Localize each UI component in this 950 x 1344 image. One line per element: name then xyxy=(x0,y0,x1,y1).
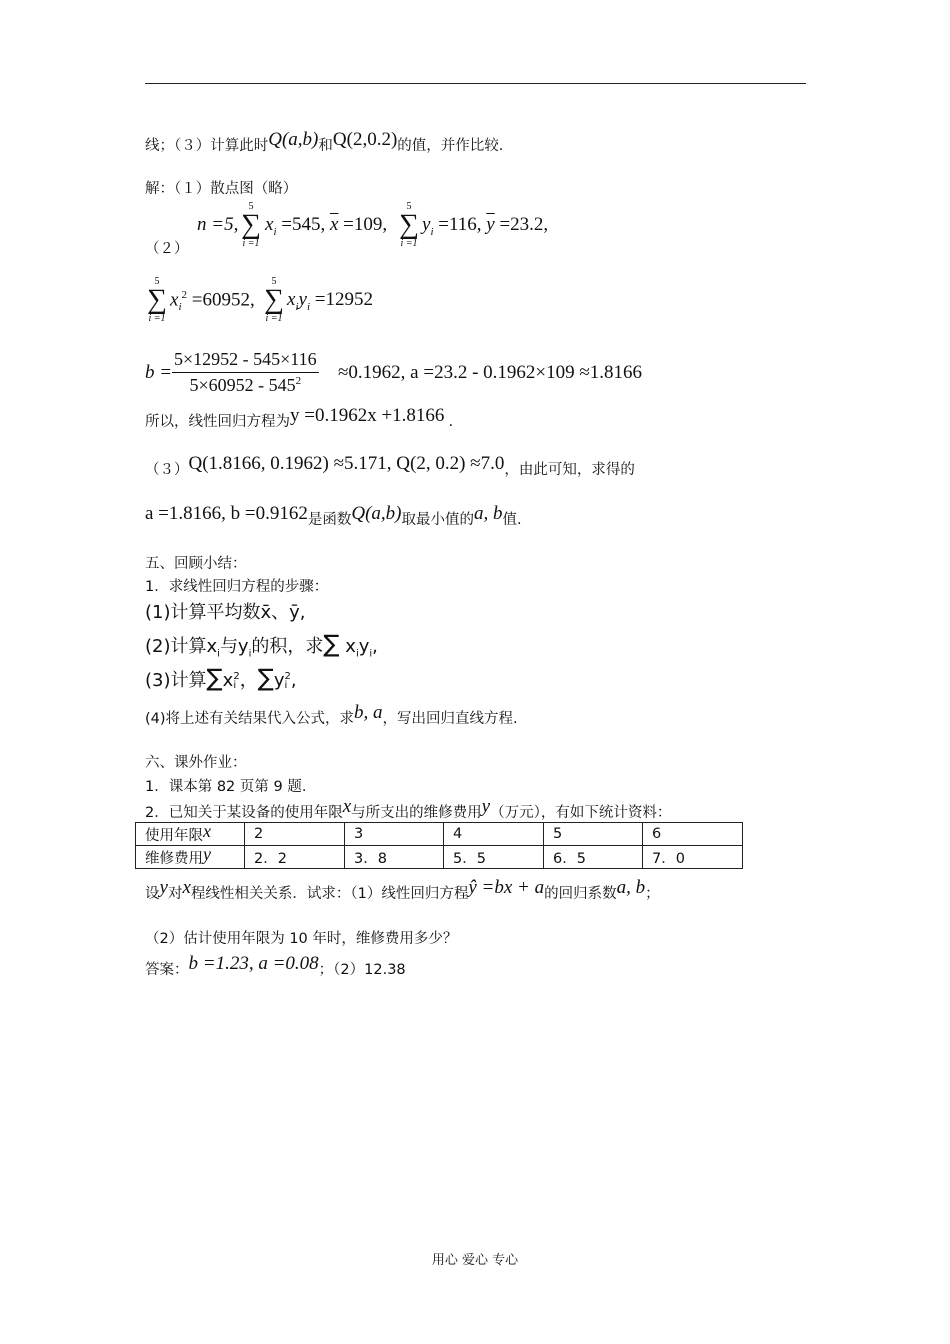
x2-sup: 2 xyxy=(181,289,187,301)
after-y: y xyxy=(159,877,168,898)
part3b-q: Q(a,b) xyxy=(351,503,402,524)
regress-dot: . xyxy=(448,414,454,430)
b-label: b = xyxy=(145,362,173,383)
after-a5: ； xyxy=(645,886,660,902)
question2: （2）估计使用年限为 10 年时，维修费用多少？ xyxy=(145,931,458,947)
s2-d: x xyxy=(345,636,356,657)
x2-sub: i xyxy=(178,301,182,314)
s3-c: ， xyxy=(239,670,258,691)
sum-upper: 5 xyxy=(271,276,277,287)
s2-sub1: i xyxy=(217,648,220,660)
sum-sign-y: 5 ∑ i =1 xyxy=(396,201,422,249)
x2-symbol: x xyxy=(170,289,179,311)
part3b-t2: 取最小值的 xyxy=(401,512,475,528)
xi-symbol: x xyxy=(265,214,274,235)
b-fraction xyxy=(172,349,319,396)
b-denominator: 5×60952 - 545 xyxy=(189,375,296,395)
table-cell: 2 xyxy=(245,823,345,846)
sum-sign-xy: 5 ∑ i =1 xyxy=(261,276,287,324)
s3-sup2: 2 xyxy=(284,671,291,682)
after-a4: 的回归系数 xyxy=(544,886,617,902)
sum-upper: 5 xyxy=(154,276,160,287)
sum-y-value: =116, xyxy=(438,214,482,235)
after-a1: 设 xyxy=(145,886,160,902)
s4-b: b, a xyxy=(354,702,383,723)
table-cell xyxy=(136,843,245,869)
cell-text: 使用年限 xyxy=(145,827,203,844)
b-numerator: 5×12952 - 545×116 xyxy=(172,349,319,373)
table-cell: 3 xyxy=(345,823,444,846)
sum-lower: i =1 xyxy=(400,238,418,249)
sum-x-value: =545, xyxy=(281,214,326,235)
part3b-equation: a =1.8166, b =0.9162 xyxy=(145,503,308,524)
regress-text: 所以，线性回归方程为 xyxy=(145,414,290,430)
y-bar: $\overline{y}$ xyxy=(486,214,495,235)
part3b-t3: 值. xyxy=(502,512,522,528)
review-step1: (1)计算平均数x̄、ȳ, xyxy=(145,602,306,623)
after-a3: 程线性相关关系．试求：（1）线性回归方程 xyxy=(190,886,469,902)
h2-b: 与所支出的维修费用 xyxy=(351,805,482,821)
s3-e: , xyxy=(290,670,297,691)
cell-text: 维修费用 xyxy=(145,850,203,867)
x-bar: $\overline{x}$ xyxy=(329,214,339,235)
h2-a: 2．已知关于某设备的使用年限 xyxy=(145,805,343,821)
answer-equation: b =1.23, a =0.08 xyxy=(188,953,319,974)
h2-x: x xyxy=(342,796,352,817)
line1-pre: 线；（３）计算此时 xyxy=(145,138,269,154)
s3-d: y xyxy=(273,670,285,691)
review-step-heading: 1．求线性回归方程的步骤： xyxy=(145,579,329,595)
s2-c: 的积，求 xyxy=(251,636,324,657)
b-den-sup: 2 xyxy=(295,375,302,387)
sum-sign-x2: 5 ∑ i =1 xyxy=(144,276,170,324)
part3-equation: Q(1.8166, 0.1962) ≈5.171, Q(2, 0.2) ≈7.0 xyxy=(188,453,505,474)
table-cell: 7．0 xyxy=(643,846,743,869)
n-value: n =5, xyxy=(197,214,239,235)
h2-c: （万元），有如下统计资料： xyxy=(490,805,672,821)
review-step3: (3)计算∑x2 i ，∑y2 i , xyxy=(145,664,297,692)
part3-label: （３） xyxy=(145,462,189,478)
after-ab: a, b xyxy=(616,877,646,898)
cell-var: x xyxy=(203,820,211,841)
h2-y: y xyxy=(481,796,491,817)
table-cell: 3．8 xyxy=(345,846,444,869)
table-cell: 4 xyxy=(444,823,544,846)
footer-text: 用心 爱心 专心 xyxy=(431,1253,519,1268)
table-cell: 6 xyxy=(643,823,743,846)
homework-item1: 1．课本第 82 页第 9 题. xyxy=(145,779,307,795)
answer-label: 答案： xyxy=(145,962,189,978)
s2-b: 与y xyxy=(219,636,249,657)
s4-a: (4)将上述有关结果代入公式，求 xyxy=(145,711,355,727)
table-row xyxy=(136,846,743,869)
s3-sup1: 2 xyxy=(233,671,240,682)
part3b-t1: 是函数 xyxy=(307,512,352,528)
yi-sub: i xyxy=(430,225,434,238)
s2-sub4: i xyxy=(369,648,373,660)
s3-sub1: i xyxy=(233,680,237,691)
answer-rest: ；（2）12.38 xyxy=(318,962,406,978)
sum-upper: 5 xyxy=(248,201,254,212)
homework-title: 六、课外作业： xyxy=(145,755,247,771)
s2-a: (2)计算x xyxy=(145,636,218,657)
xy-ysub: i xyxy=(306,300,310,313)
s3-a: (3)计算 xyxy=(145,670,207,691)
stats-table xyxy=(135,822,743,869)
xy-y: y xyxy=(298,289,307,310)
s2-e: y xyxy=(358,636,370,657)
after-eq: ŷ =bx + a xyxy=(468,877,545,898)
line1-mid: 和 xyxy=(318,138,333,154)
table-cell: 5 xyxy=(544,823,643,846)
q-ab: Q(a,b) xyxy=(268,129,319,150)
xi-sub: i xyxy=(273,225,277,238)
cell-var: y xyxy=(203,843,211,864)
s3-b: x xyxy=(222,670,234,691)
sum-lower: i =1 xyxy=(265,313,283,324)
xy-xsub: i xyxy=(295,300,299,313)
table-cell: 5．5 xyxy=(444,846,544,869)
line1-post: 的值，并作比较. xyxy=(397,138,504,154)
solution-part2-label: （２） xyxy=(145,241,189,257)
line1-text xyxy=(145,129,504,156)
sum-upper: 5 xyxy=(406,201,412,212)
table-cell: 6．5 xyxy=(544,846,643,869)
after-x: x xyxy=(182,877,191,898)
s2-sub3: i xyxy=(355,648,359,660)
b-a-result: ≈0.1962, a =23.2 - 0.1962×109 ≈1.8166 xyxy=(338,362,643,383)
s4-c: ，写出回归直线方程. xyxy=(382,711,518,727)
table-cell: 2．2 xyxy=(245,846,345,869)
table-cell xyxy=(136,820,245,846)
sum-lower: i =1 xyxy=(148,313,166,324)
sum-xy-value: =12952 xyxy=(314,289,373,310)
part3-text: ，由此可知，求得的 xyxy=(504,462,635,478)
s2-f: , xyxy=(372,636,378,657)
review-title: 五、回顾小结： xyxy=(145,556,247,572)
after-a2: 对 xyxy=(167,886,183,902)
y-bar-value: =23.2, xyxy=(499,214,549,235)
solution-part1: 解：（１）散点图（略） xyxy=(145,181,298,197)
regress-equation: y =0.1962x +1.8166 xyxy=(290,405,445,426)
part3b-ab: a, b xyxy=(474,503,503,524)
s3-sub2: i xyxy=(284,680,288,691)
s2-sub2: i xyxy=(248,648,252,660)
sum-lower: i =1 xyxy=(242,238,260,249)
header-rule xyxy=(145,83,806,84)
q-2-02: Q(2,0.2) xyxy=(332,129,398,150)
xy-x: x xyxy=(287,289,296,310)
table-row xyxy=(136,823,743,846)
x-bar-value: =109, xyxy=(343,214,388,235)
yi-symbol: y xyxy=(422,214,431,235)
sum-x2-value: =60952, xyxy=(191,289,255,311)
sum-sign-x: 5 ∑ i =1 xyxy=(238,201,264,249)
review-step2: (2)计算$x_i$与$y_i$的积，求∑ $x_iy_i$, xyxy=(145,630,378,660)
